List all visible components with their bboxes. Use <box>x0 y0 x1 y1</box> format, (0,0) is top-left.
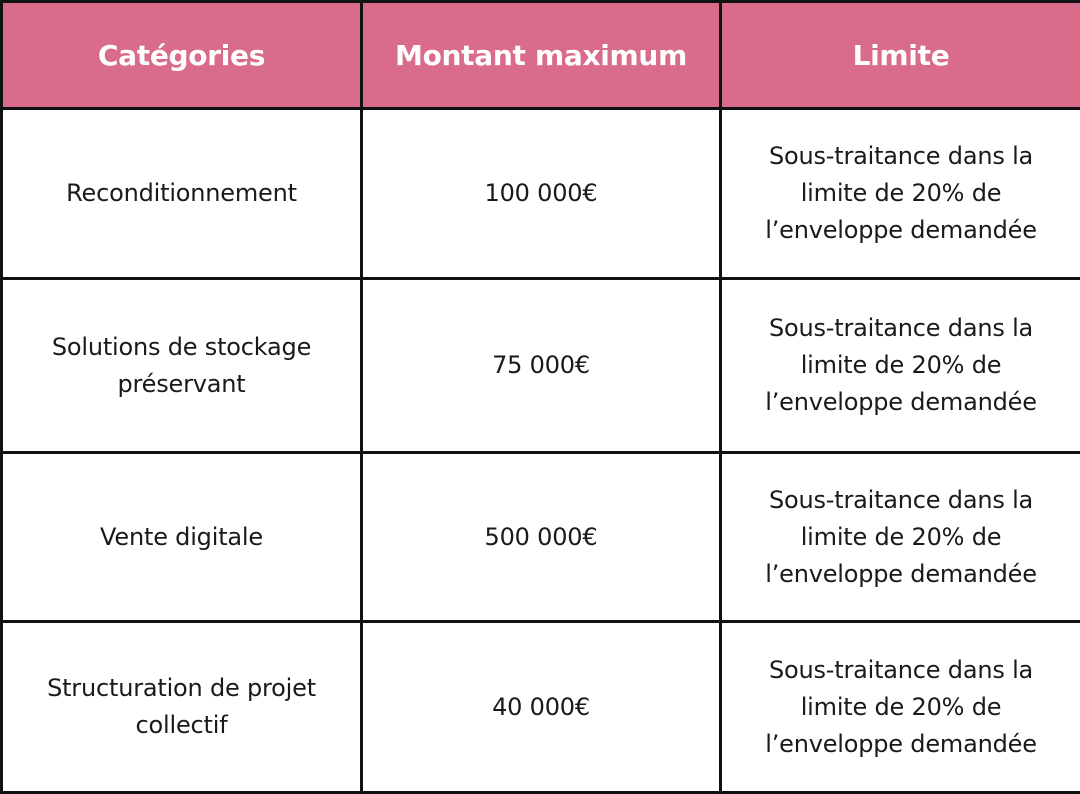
limit-line: limite de 20% de <box>728 347 1074 384</box>
category-cell: Vente digitale <box>2 453 362 622</box>
category-line: Structuration de projet <box>17 670 346 707</box>
limit-line: Sous-traitance dans la <box>728 138 1074 175</box>
limit-cell <box>721 279 1080 453</box>
category-cell <box>2 279 362 453</box>
limit-line: l’enveloppe demandée <box>728 384 1074 421</box>
limit-line: l’enveloppe demandée <box>728 212 1074 249</box>
table-row <box>2 279 1080 453</box>
amount-cell: 40 000€ <box>362 622 721 793</box>
table-row <box>2 109 1080 279</box>
amount-cell: 500 000€ <box>362 453 721 622</box>
table-row <box>2 622 1080 793</box>
table-header-row <box>2 2 1080 109</box>
limit-line: l’enveloppe demandée <box>728 726 1074 763</box>
header-categories: Catégories <box>2 2 362 109</box>
category-line: préservant <box>17 366 346 403</box>
amount-cell: 75 000€ <box>362 279 721 453</box>
category-cell <box>2 622 362 793</box>
category-line: Solutions de stockage <box>17 329 346 366</box>
limit-line: limite de 20% de <box>728 519 1074 556</box>
header-limit: Limite <box>721 2 1080 109</box>
category-cell: Reconditionnement <box>2 109 362 279</box>
limit-line: limite de 20% de <box>728 175 1074 212</box>
table-row <box>2 453 1080 622</box>
limit-line: Sous-traitance dans la <box>728 310 1074 347</box>
amount-cell: 100 000€ <box>362 109 721 279</box>
limit-line: limite de 20% de <box>728 689 1074 726</box>
limit-line: Sous-traitance dans la <box>728 482 1074 519</box>
limit-cell <box>721 109 1080 279</box>
limit-cell <box>721 622 1080 793</box>
limit-line: l’enveloppe demandée <box>728 556 1074 593</box>
limit-line: Sous-traitance dans la <box>728 652 1074 689</box>
limit-cell <box>721 453 1080 622</box>
header-max-amount: Montant maximum <box>362 2 721 109</box>
category-line: collectif <box>17 707 346 744</box>
